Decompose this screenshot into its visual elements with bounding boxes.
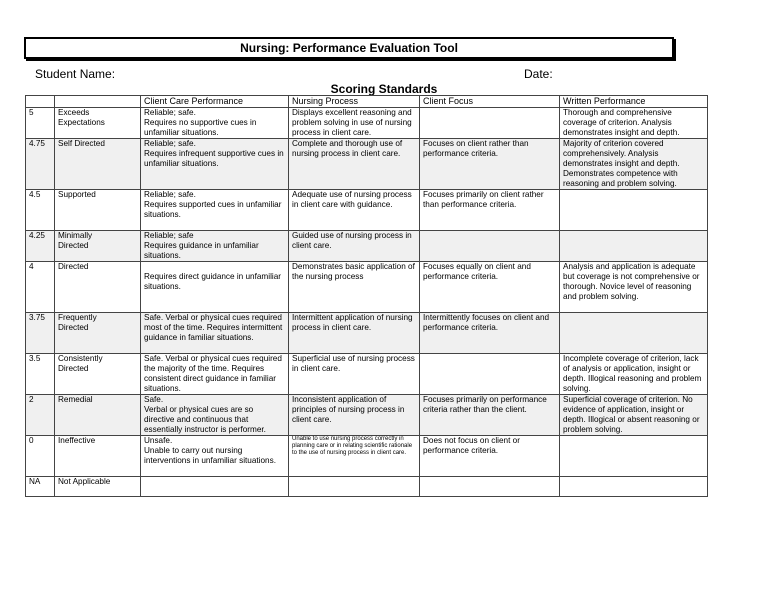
client-focus-cell: Focuses on client rather than performance criteria.	[420, 139, 560, 190]
written-performance-cell: Majority of criterion covered comprehensively. Analysis demonstrates insight and depth. Demonstrates competence with reasoning and problem solving.	[560, 139, 708, 190]
scoring-standards-title: Scoring Standards	[330, 82, 438, 96]
score-cell: 4	[26, 262, 55, 313]
client-care-cell: Safe. Verbal or physical cues required the majority of the time. Requires consistent direct guidance in familiar situations.	[141, 354, 289, 395]
written-performance-cell: Incomplete coverage of criterion, lack of analysis or application, insight or depth. Illogical reasoning and problem solving.	[560, 354, 708, 395]
score-cell: 2	[26, 395, 55, 436]
level-cell: Supported	[55, 190, 141, 231]
column-header-written-performance: Written Performance	[560, 96, 708, 108]
table-row	[26, 395, 708, 436]
nursing-process-cell: Complete and thorough use of nursing process in client care.	[289, 139, 420, 190]
level-cell: Self Directed	[55, 139, 141, 190]
score-cell: 4.75	[26, 139, 55, 190]
column-header-client-focus: Client Focus	[420, 96, 560, 108]
student-name-label: Student Name:	[35, 67, 116, 81]
level-cell: Exceeds Expectations	[55, 108, 141, 139]
score-cell: NA	[26, 477, 55, 497]
client-focus-cell	[420, 354, 560, 395]
nursing-process-cell: Inconsistent application of principles of nursing process in client care.	[289, 395, 420, 436]
client-focus-cell	[420, 231, 560, 262]
score-cell: 3.5	[26, 354, 55, 395]
level-cell: Directed	[55, 262, 141, 313]
written-performance-cell	[560, 313, 708, 354]
nursing-process-cell	[289, 477, 420, 497]
column-header	[26, 96, 55, 108]
written-performance-cell: Thorough and comprehensive coverage of criterion. Analysis demonstrates insight and depth.	[560, 108, 708, 139]
column-header	[55, 96, 141, 108]
client-care-cell: Reliable; safe. Requires no supportive cues in unfamiliar situations.	[141, 108, 289, 139]
written-performance-cell: Superficial coverage of criterion. No evidence of application, insight or depth. Illogical or absent reasoning or problem solving.	[560, 395, 708, 436]
level-cell: Not Applicable	[55, 477, 141, 497]
client-care-cell: Reliable; safe. Requires supported cues in unfamiliar situations.	[141, 190, 289, 231]
table-row	[26, 139, 708, 190]
scoring-table	[25, 95, 708, 497]
table-row	[26, 231, 708, 262]
nursing-process-cell: Superficial use of nursing process in client care.	[289, 354, 420, 395]
client-focus-cell: Focuses primarily on performance criteria rather than the client.	[420, 395, 560, 436]
nursing-process-cell: Adequate use of nursing process in client care with guidance.	[289, 190, 420, 231]
client-care-cell: Unsafe. Unable to carry out nursing interventions in unfamiliar situations.	[141, 436, 289, 477]
nursing-process-cell: Intermittent application of nursing process in client care.	[289, 313, 420, 354]
client-focus-cell	[420, 477, 560, 497]
written-performance-cell	[560, 436, 708, 477]
table-header-row	[26, 96, 708, 108]
client-care-cell: Requires direct guidance in unfamiliar situations.	[141, 262, 289, 313]
document-title: Nursing: Performance Evaluation Tool	[24, 37, 674, 59]
client-focus-cell: Focuses equally on client and performance criteria.	[420, 262, 560, 313]
nursing-process-cell: Displays excellent reasoning and problem solving in use of nursing process in client care.	[289, 108, 420, 139]
level-cell: Remedial	[55, 395, 141, 436]
written-performance-cell	[560, 190, 708, 231]
level-cell: Minimally Directed	[55, 231, 141, 262]
column-header-client-care: Client Care Performance	[141, 96, 289, 108]
nursing-process-cell: Unable to use nursing process correctly in planning care or in relating scientific rationale to the use of nursing process in client care.	[289, 436, 420, 477]
client-care-cell: Safe. Verbal or physical cues are so directive and continuous that essentially instructor is performer.	[141, 395, 289, 436]
date-label: Date:	[524, 67, 553, 81]
column-header-nursing-process: Nursing Process	[289, 96, 420, 108]
table-row	[26, 262, 708, 313]
score-cell: 0	[26, 436, 55, 477]
client-focus-cell	[420, 108, 560, 139]
table-row	[26, 190, 708, 231]
level-cell: Consistently Directed	[55, 354, 141, 395]
client-focus-cell: Focuses primarily on client rather than performance criteria.	[420, 190, 560, 231]
client-focus-cell: Intermittently focuses on client and performance criteria.	[420, 313, 560, 354]
written-performance-cell	[560, 477, 708, 497]
nursing-process-cell: Guided use of nursing process in client care.	[289, 231, 420, 262]
table-row	[26, 313, 708, 354]
nursing-process-cell: Demonstrates basic application of the nursing process	[289, 262, 420, 313]
table-row	[26, 436, 708, 477]
table-row	[26, 108, 708, 139]
score-cell: 3.75	[26, 313, 55, 354]
table-row	[26, 354, 708, 395]
client-care-cell: Reliable; safe. Requires infrequent supportive cues in unfamiliar situations.	[141, 139, 289, 190]
written-performance-cell	[560, 231, 708, 262]
score-cell: 4.25	[26, 231, 55, 262]
client-care-cell	[141, 477, 289, 497]
score-cell: 5	[26, 108, 55, 139]
written-performance-cell: Analysis and application is adequate but coverage is not comprehensive or thorough. Novice level of reasoning and problem solving.	[560, 262, 708, 313]
score-cell: 4.5	[26, 190, 55, 231]
client-focus-cell: Does not focus on client or performance criteria.	[420, 436, 560, 477]
client-care-cell: Reliable; safe Requires guidance in unfamiliar situations.	[141, 231, 289, 262]
client-care-cell: Safe. Verbal or physical cues required most of the time. Requires intermittent guidance in familiar situations.	[141, 313, 289, 354]
level-cell: Ineffective	[55, 436, 141, 477]
level-cell: Frequently Directed	[55, 313, 141, 354]
table-row	[26, 477, 708, 497]
